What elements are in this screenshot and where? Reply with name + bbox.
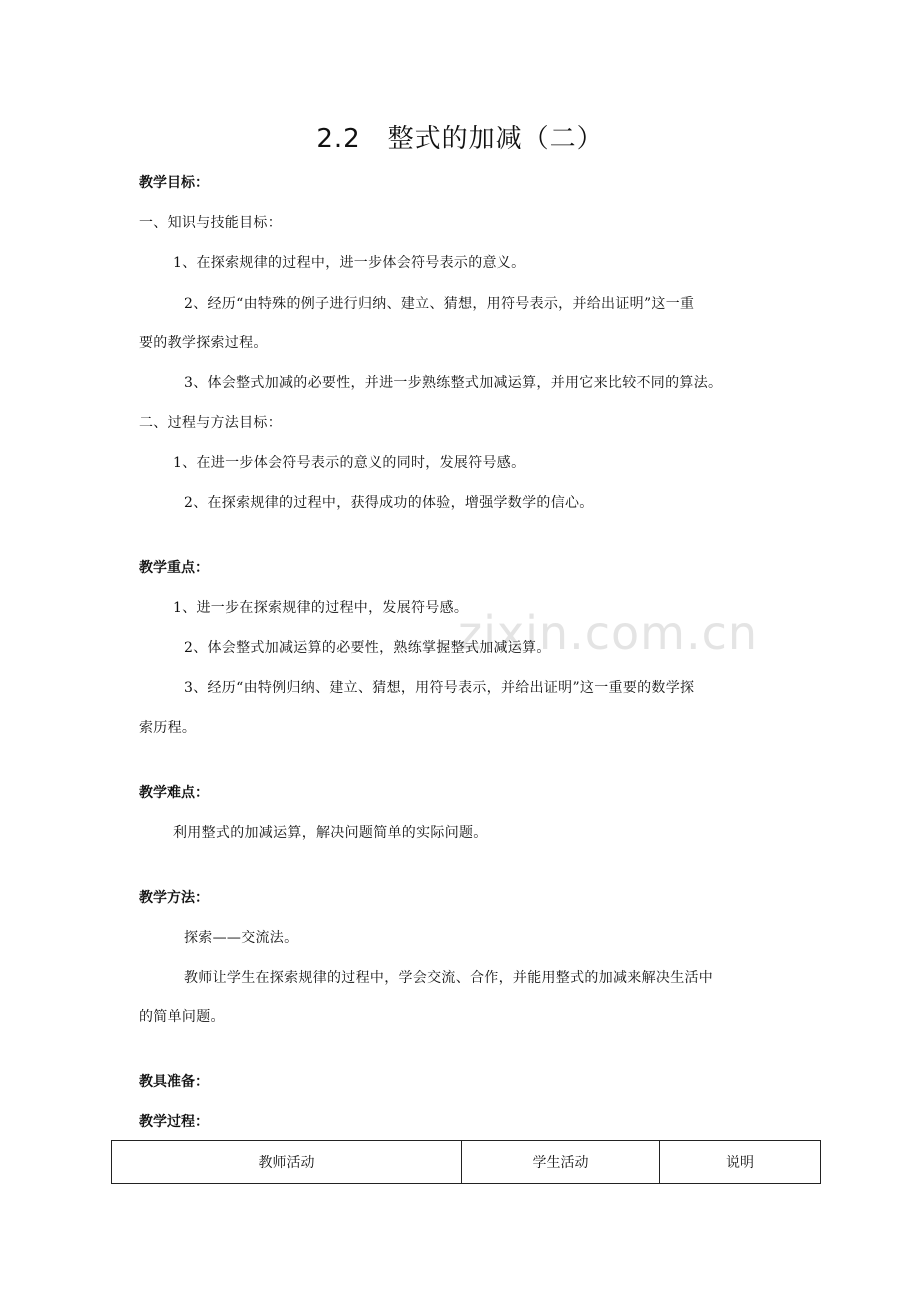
objectives-item: 3、体会整式加减的必要性，并进一步熟练整式加减运算，并用它来比较不同的算法。 [184, 375, 723, 391]
process-table [111, 1140, 821, 1184]
objectives-section1-title: 一、知识与技能目标： [139, 215, 282, 231]
watermark: zixin.com.cn [458, 606, 759, 660]
objectives-heading: 教学目标： [139, 175, 209, 191]
process-heading: 教学过程： [139, 1114, 209, 1130]
methods-heading: 教学方法： [139, 890, 209, 906]
difficulties-heading: 教学难点： [139, 785, 209, 801]
key-point-item: 1、进一步在探索规律的过程中，发展符号感。 [173, 600, 469, 616]
difficulties-text: 利用整式的加减运算，解决问题简单的实际问题。 [173, 825, 488, 841]
objectives-item: 2、在探索规律的过程中，获得成功的体验，增强学数学的信心。 [184, 495, 594, 511]
tools-heading: 教具准备： [139, 1074, 209, 1090]
methods-line-continued: 的简单问题。 [139, 1009, 225, 1025]
methods-line: 教师让学生在探索规律的过程中，学会交流、合作，并能用整式的加减来解决生活中 [184, 970, 714, 986]
column-student-activity: 学生活动 [462, 1141, 660, 1184]
column-teacher-activity: 教师活动 [112, 1141, 462, 1184]
column-notes: 说明 [660, 1141, 821, 1184]
objectives-item-continued: 要的教学探索过程。 [139, 335, 268, 351]
key-points-heading: 教学重点： [139, 560, 209, 576]
key-point-item: 3、经历“由特例归纳、建立、猜想，用符号表示，并给出证明”这一重要的数学探 [184, 680, 695, 696]
objectives-section2-title: 二、过程与方法目标： [139, 415, 282, 431]
objectives-item: 1、在探索规律的过程中，进一步体会符号表示的意义。 [173, 255, 526, 271]
process-table-header-row [112, 1141, 821, 1184]
key-point-item-continued: 索历程。 [139, 720, 197, 736]
methods-line: 探索——交流法。 [184, 930, 299, 946]
key-point-item: 2、体会整式加减运算的必要性，熟练掌握整式加减运算。 [184, 640, 551, 656]
objectives-item: 1、在进一步体会符号表示的意义的同时，发展符号感。 [173, 455, 526, 471]
page-title: 2.2 整式的加减（二） [316, 124, 604, 154]
objectives-item: 2、经历“由特殊的例子进行归纳、建立、猜想，用符号表示，并给出证明”这一重 [184, 296, 695, 312]
